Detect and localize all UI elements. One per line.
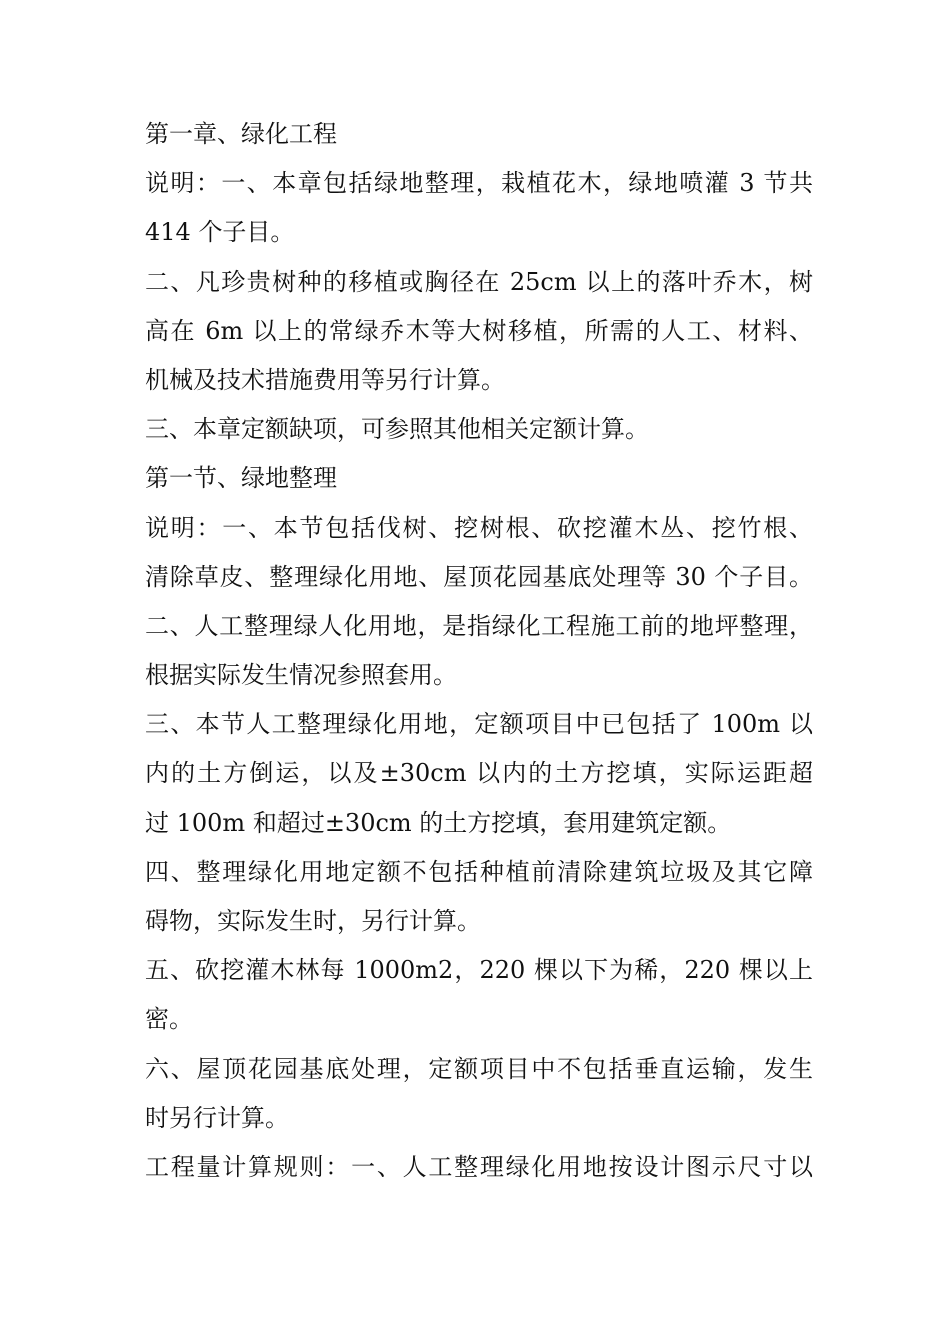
chapter-heading: 第一章、绿化工程 [145, 120, 337, 148]
paragraph-line: 时另行计算。 [145, 1103, 289, 1132]
paragraph-line: 过 100m 和超过±30cm 的土方挖填，套用建筑定额。 [145, 808, 732, 837]
paragraph-line: 414 个子目。 [145, 218, 295, 247]
paragraph-line: 内的土方倒运，以及±30cm 以内的土方挖填，实际运距超 [145, 759, 813, 788]
document-body [145, 110, 813, 1192]
paragraph-line: 清除草皮、整理绿化用地、屋顶花园基底处理等 30 个子目。 [145, 562, 813, 591]
paragraph-line: 三、本节人工整理绿化用地，定额项目中已包括了 100m 以 [145, 710, 813, 739]
paragraph-line: 三、本章定额缺项，可参照其他相关定额计算。 [145, 415, 649, 444]
paragraph-line: 五、砍挖灌木林每 1000m2，220 棵以下为稀，220 棵以上 [145, 956, 813, 985]
paragraph-line: 机械及技术措施费用等另行计算。 [145, 365, 505, 394]
paragraph-line: 高在 6m 以上的常绿乔木等大树移植，所需的人工、材料、 [145, 316, 813, 345]
paragraph-line: 密。 [145, 1005, 193, 1034]
section-heading: 第一节、绿地整理 [145, 464, 337, 493]
paragraph-line: 二、人工整理绿人化用地，是指绿化工程施工前的地坪整理， [145, 611, 813, 640]
paragraph-line: 二、凡珍贵树种的移植或胸径在 25cm 以上的落叶乔木，树 [145, 267, 813, 296]
paragraph-line: 工程量计算规则：一、人工整理绿化用地按设计图示尺寸以 [145, 1152, 813, 1181]
paragraph-line: 四、整理绿化用地定额不包括种植前清除建筑垃圾及其它障 [145, 857, 813, 886]
paragraph-line: 说明：一、本章包括绿地整理，栽植花木，绿地喷灌 3 节共 [145, 169, 813, 198]
paragraph-line: 六、屋顶花园基底处理，定额项目中不包括垂直运输，发生 [145, 1054, 813, 1083]
paragraph-line: 根据实际发生情况参照套用。 [145, 661, 457, 690]
paragraph-line: 说明：一、本节包括伐树、挖树根、砍挖灌木丛、挖竹根、 [145, 513, 813, 542]
paragraph-line: 碍物，实际发生时，另行计算。 [145, 907, 481, 935]
